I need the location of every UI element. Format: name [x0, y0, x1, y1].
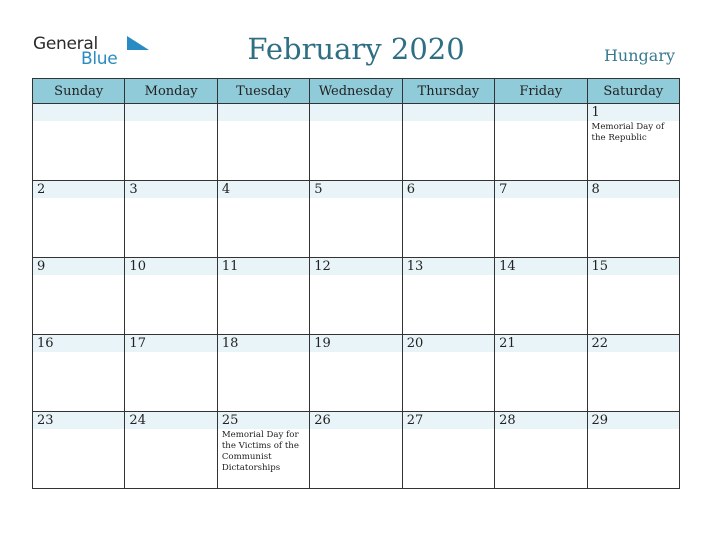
day-cell — [217, 104, 309, 181]
week-row — [33, 258, 680, 335]
day-cell — [587, 181, 679, 258]
day-number-band — [125, 104, 216, 121]
day-cell — [217, 258, 309, 335]
weekday-header: Sunday — [33, 79, 125, 104]
day-number: 1 — [591, 105, 600, 120]
week-row — [33, 181, 680, 258]
logo-blue-text: Blue — [81, 49, 118, 69]
country-label: Hungary — [603, 46, 675, 65]
day-cell — [217, 412, 309, 489]
day-cell — [495, 258, 587, 335]
day-number: 7 — [499, 182, 508, 197]
day-cell — [402, 412, 494, 489]
day-number: 29 — [591, 413, 609, 428]
day-cell — [495, 335, 587, 412]
day-cell — [33, 412, 125, 489]
day-cell — [125, 258, 217, 335]
day-number: 26 — [314, 413, 331, 428]
day-cell — [125, 181, 217, 258]
day-cell — [310, 104, 402, 181]
week-row — [33, 104, 680, 181]
holiday-label: Memorial Day for the Victims of the Communist Dictatorships — [221, 430, 299, 473]
weekday-header: Wednesday — [310, 79, 402, 104]
day-cell — [310, 412, 402, 489]
day-number-band — [310, 104, 401, 121]
weekday-header: Tuesday — [217, 79, 309, 104]
day-number: 6 — [406, 182, 415, 197]
day-cell — [125, 104, 217, 181]
day-cell — [33, 181, 125, 258]
day-number: 13 — [406, 259, 424, 274]
day-cell — [495, 412, 587, 489]
weekday-header: Thursday — [402, 79, 494, 104]
day-cell — [310, 335, 402, 412]
day-cell — [310, 258, 402, 335]
day-cell — [217, 335, 309, 412]
day-cell — [33, 258, 125, 335]
weekday-header-row — [33, 79, 680, 104]
day-cell — [217, 181, 309, 258]
day-number: 11 — [221, 259, 239, 274]
day-cell — [33, 335, 125, 412]
holiday-label: Memorial Day of the Republic — [591, 122, 665, 143]
day-number: 17 — [129, 336, 146, 351]
page-title: February 2020 — [247, 32, 465, 66]
day-number: 25 — [221, 413, 239, 428]
day-number: 14 — [499, 259, 516, 274]
day-cell — [402, 335, 494, 412]
day-cell — [125, 412, 217, 489]
day-cell — [495, 181, 587, 258]
weekday-header: Monday — [125, 79, 217, 104]
day-number: 22 — [591, 336, 609, 351]
weekday-header: Saturday — [587, 79, 679, 104]
day-cell — [495, 104, 587, 181]
day-number: 8 — [591, 182, 600, 197]
calendar-grid — [32, 78, 680, 489]
day-number: 9 — [37, 259, 46, 274]
day-number: 27 — [406, 413, 424, 428]
day-cell — [402, 104, 494, 181]
day-cell — [125, 335, 217, 412]
day-number: 23 — [37, 413, 54, 428]
day-number: 21 — [499, 336, 516, 351]
day-cell — [33, 104, 125, 181]
day-cell — [402, 181, 494, 258]
day-number-band — [495, 104, 586, 121]
day-number: 2 — [37, 182, 46, 197]
day-cell — [587, 412, 679, 489]
day-number: 12 — [314, 259, 331, 274]
day-number: 28 — [499, 413, 516, 428]
week-row — [33, 412, 680, 489]
week-row — [33, 335, 680, 412]
day-number: 18 — [221, 336, 239, 351]
day-number-band — [33, 104, 124, 121]
logo-general-text: General — [33, 34, 98, 54]
day-cell — [402, 258, 494, 335]
day-number: 10 — [129, 259, 146, 274]
day-number: 24 — [129, 413, 146, 428]
day-number: 4 — [221, 182, 231, 197]
weekday-header: Friday — [495, 79, 587, 104]
day-cell — [310, 181, 402, 258]
day-cell — [587, 104, 679, 181]
day-cell — [587, 258, 679, 335]
day-number: 3 — [129, 182, 138, 197]
day-number: 5 — [314, 182, 323, 197]
day-number: 20 — [406, 336, 424, 351]
day-number: 19 — [314, 336, 331, 351]
day-cell — [587, 335, 679, 412]
day-number: 15 — [591, 259, 609, 274]
calendar-body — [33, 104, 680, 489]
day-number: 16 — [37, 336, 54, 351]
day-number-band — [403, 104, 494, 121]
day-number-band — [218, 104, 309, 121]
